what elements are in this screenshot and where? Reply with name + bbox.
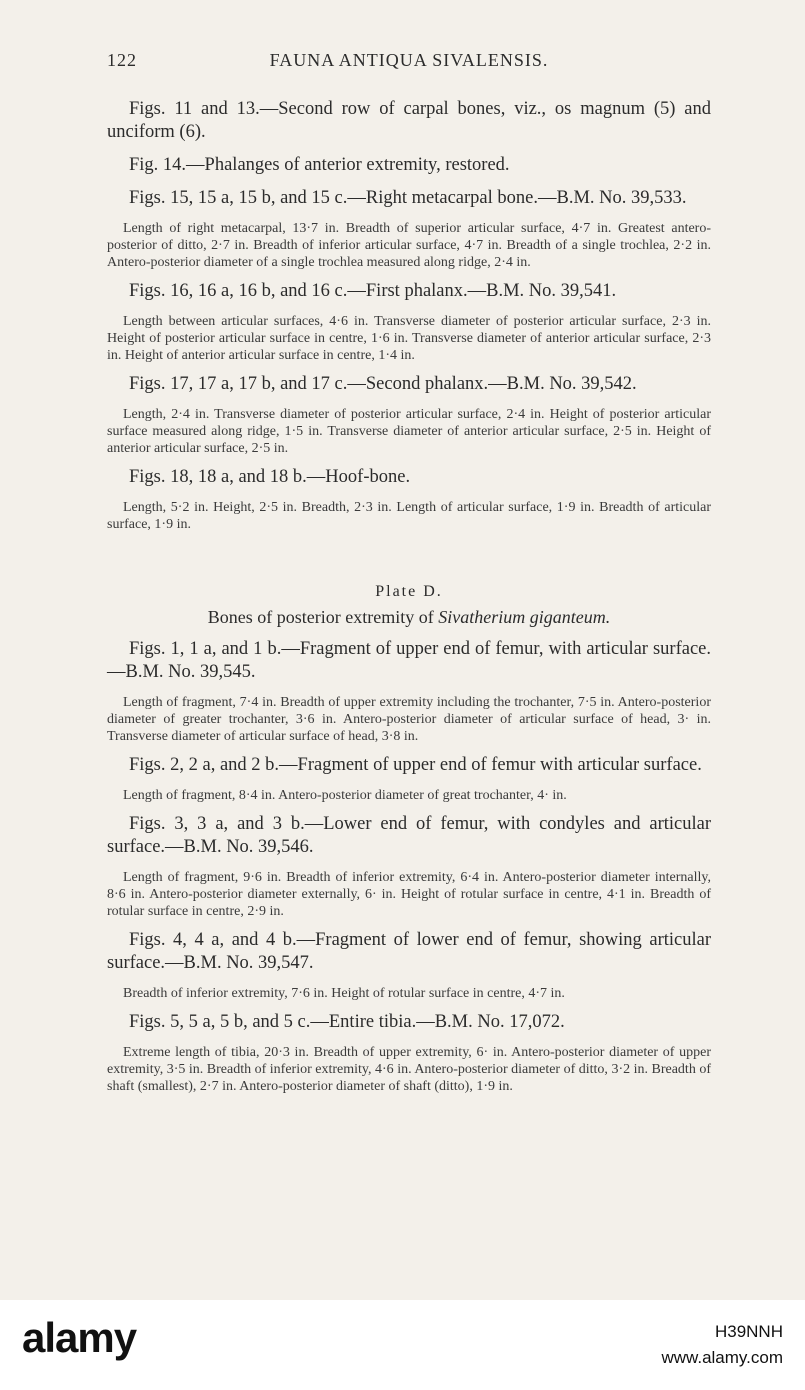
brand-logo: alamy (22, 1314, 137, 1361)
figure-caption: Fig. 14.—Phalanges of anterior extremity, restored. (129, 155, 510, 175)
figure-caption: Figs. 3, 3 a, and 3 b.—Lower end of femur, with condyles and articular surface.—B.M. No. 39,546. (107, 814, 711, 857)
stock-footer (0, 1300, 805, 1390)
measurement-text: Length of right metacarpal, 13·7 in. Breadth of superior articular surface, 4·7 in. Greatest antero-posterior of ditto, 2·7 in. Breadth of inferior articular surface, 4·7 in. Breadth of a single trochlea, 2·2 in. Antero-posterior diameter of a single trochlea measured along ridge, 2·4 in. (107, 221, 711, 270)
measurement-text: Length between articular surfaces, 4·6 in. Transverse diameter of posterior articular surface, 2·3 in. Height of posterior articular surface in centre, 1·6 in. Transverse diameter of anterior articular surface, 2·3 in. Height of anterior articular surface in centre, 1·4 in. (107, 314, 711, 363)
measurement-text: Length, 5·2 in. Height, 2·5 in. Breadth, 2·3 in. Length of articular surface, 1·9 in. Breadth of articular surface, 1·9 in. (107, 500, 711, 532)
figure-caption: Figs. 11 and 13.—Second row of carpal bones, viz., os magnum (5) and unciform (6). (107, 99, 711, 142)
figure-caption: Figs. 17, 17 a, 17 b, and 17 c.—Second phalanx.—B.M. No. 39,542. (129, 374, 637, 394)
figure-caption: Figs. 1, 1 a, and 1 b.—Fragment of upper end of femur, with articular surface.—B.M. No. 39,545. (107, 639, 711, 682)
figure-caption: Figs. 16, 16 a, 16 b, and 16 c.—First phalanx.—B.M. No. 39,541. (129, 281, 617, 301)
measurement-text: Length of fragment, 9·6 in. Breadth of inferior extremity, 6·4 in. Antero-posterior diameter internally, 8·6 in. Antero-posterior diameter externally, 6· in. Height of rotular surface in centre, 4·1 in. Breadth of rotular surface in centre, 2·9 in. (107, 870, 711, 919)
measurement-text: Length of fragment, 7·4 in. Breadth of upper extremity including the trochanter, 7·5 in. Antero-posterior diameter of greater trochanter, 3·6 in. Antero-posterior diameter of articular surface of head, 3· in. Transverse diameter of articular surface of head, 3·8 in. (107, 695, 711, 744)
figure-caption: Figs. 4, 4 a, and 4 b.—Fragment of lower end of femur, showing articular surface.—B.M. No. 39,547. (107, 930, 711, 973)
species-name: Sivatherium giganteum. (438, 607, 611, 627)
page-content (107, 98, 711, 1104)
measurement-text: Length of fragment, 8·4 in. Antero-posterior diameter of great trochanter, 4· in. (123, 788, 567, 803)
figure-caption: Figs. 5, 5 a, 5 b, and 5 c.—Entire tibia.—B.M. No. 17,072. (129, 1012, 565, 1032)
page-number: 122 (107, 50, 137, 70)
running-title: FAUNA ANTIQUA SIVALENSIS. (269, 50, 549, 70)
measurement-text: Length, 2·4 in. Transverse diameter of posterior articular surface, 2·4 in. Height of posterior articular surface measured along ridge, 1·5 in. Transverse diameter of anterior articular surface, 2·5 in. Height of anterior articular surface, 2·5 in. (107, 407, 711, 456)
plate-heading: Plate D. (375, 583, 443, 600)
page-header (107, 50, 711, 76)
measurement-text: Breadth of inferior extremity, 7·6 in. Height of rotular surface in centre, 4·7 in. (123, 986, 565, 1001)
figure-caption: Figs. 18, 18 a, and 18 b.—Hoof-bone. (129, 467, 411, 487)
site-url: www.alamy.com (661, 1348, 783, 1367)
measurement-text: Extreme length of tibia, 20·3 in. Breadth of upper extremity, 6· in. Antero-posterior diameter of upper extremity, 3·5 in. Breadth of inferior extremity, 4·6 in. Antero-posterior diameter of ditto, 3·2 in. Breadth of shaft (smallest), 2·7 in. Antero-posterior diameter of shaft (ditto), 1·9 in. (107, 1045, 711, 1094)
plate-subtitle (107, 607, 711, 628)
image-id: H39NNH (714, 1322, 783, 1341)
figure-caption: Figs. 2, 2 a, and 2 b.—Fragment of upper end of femur with articular surface. (129, 755, 702, 775)
figure-caption: Figs. 15, 15 a, 15 b, and 15 c.—Right metacarpal bone.—B.M. No. 39,533. (129, 188, 687, 208)
plate-subtitle-text: Bones of posterior extremity of (207, 607, 439, 627)
